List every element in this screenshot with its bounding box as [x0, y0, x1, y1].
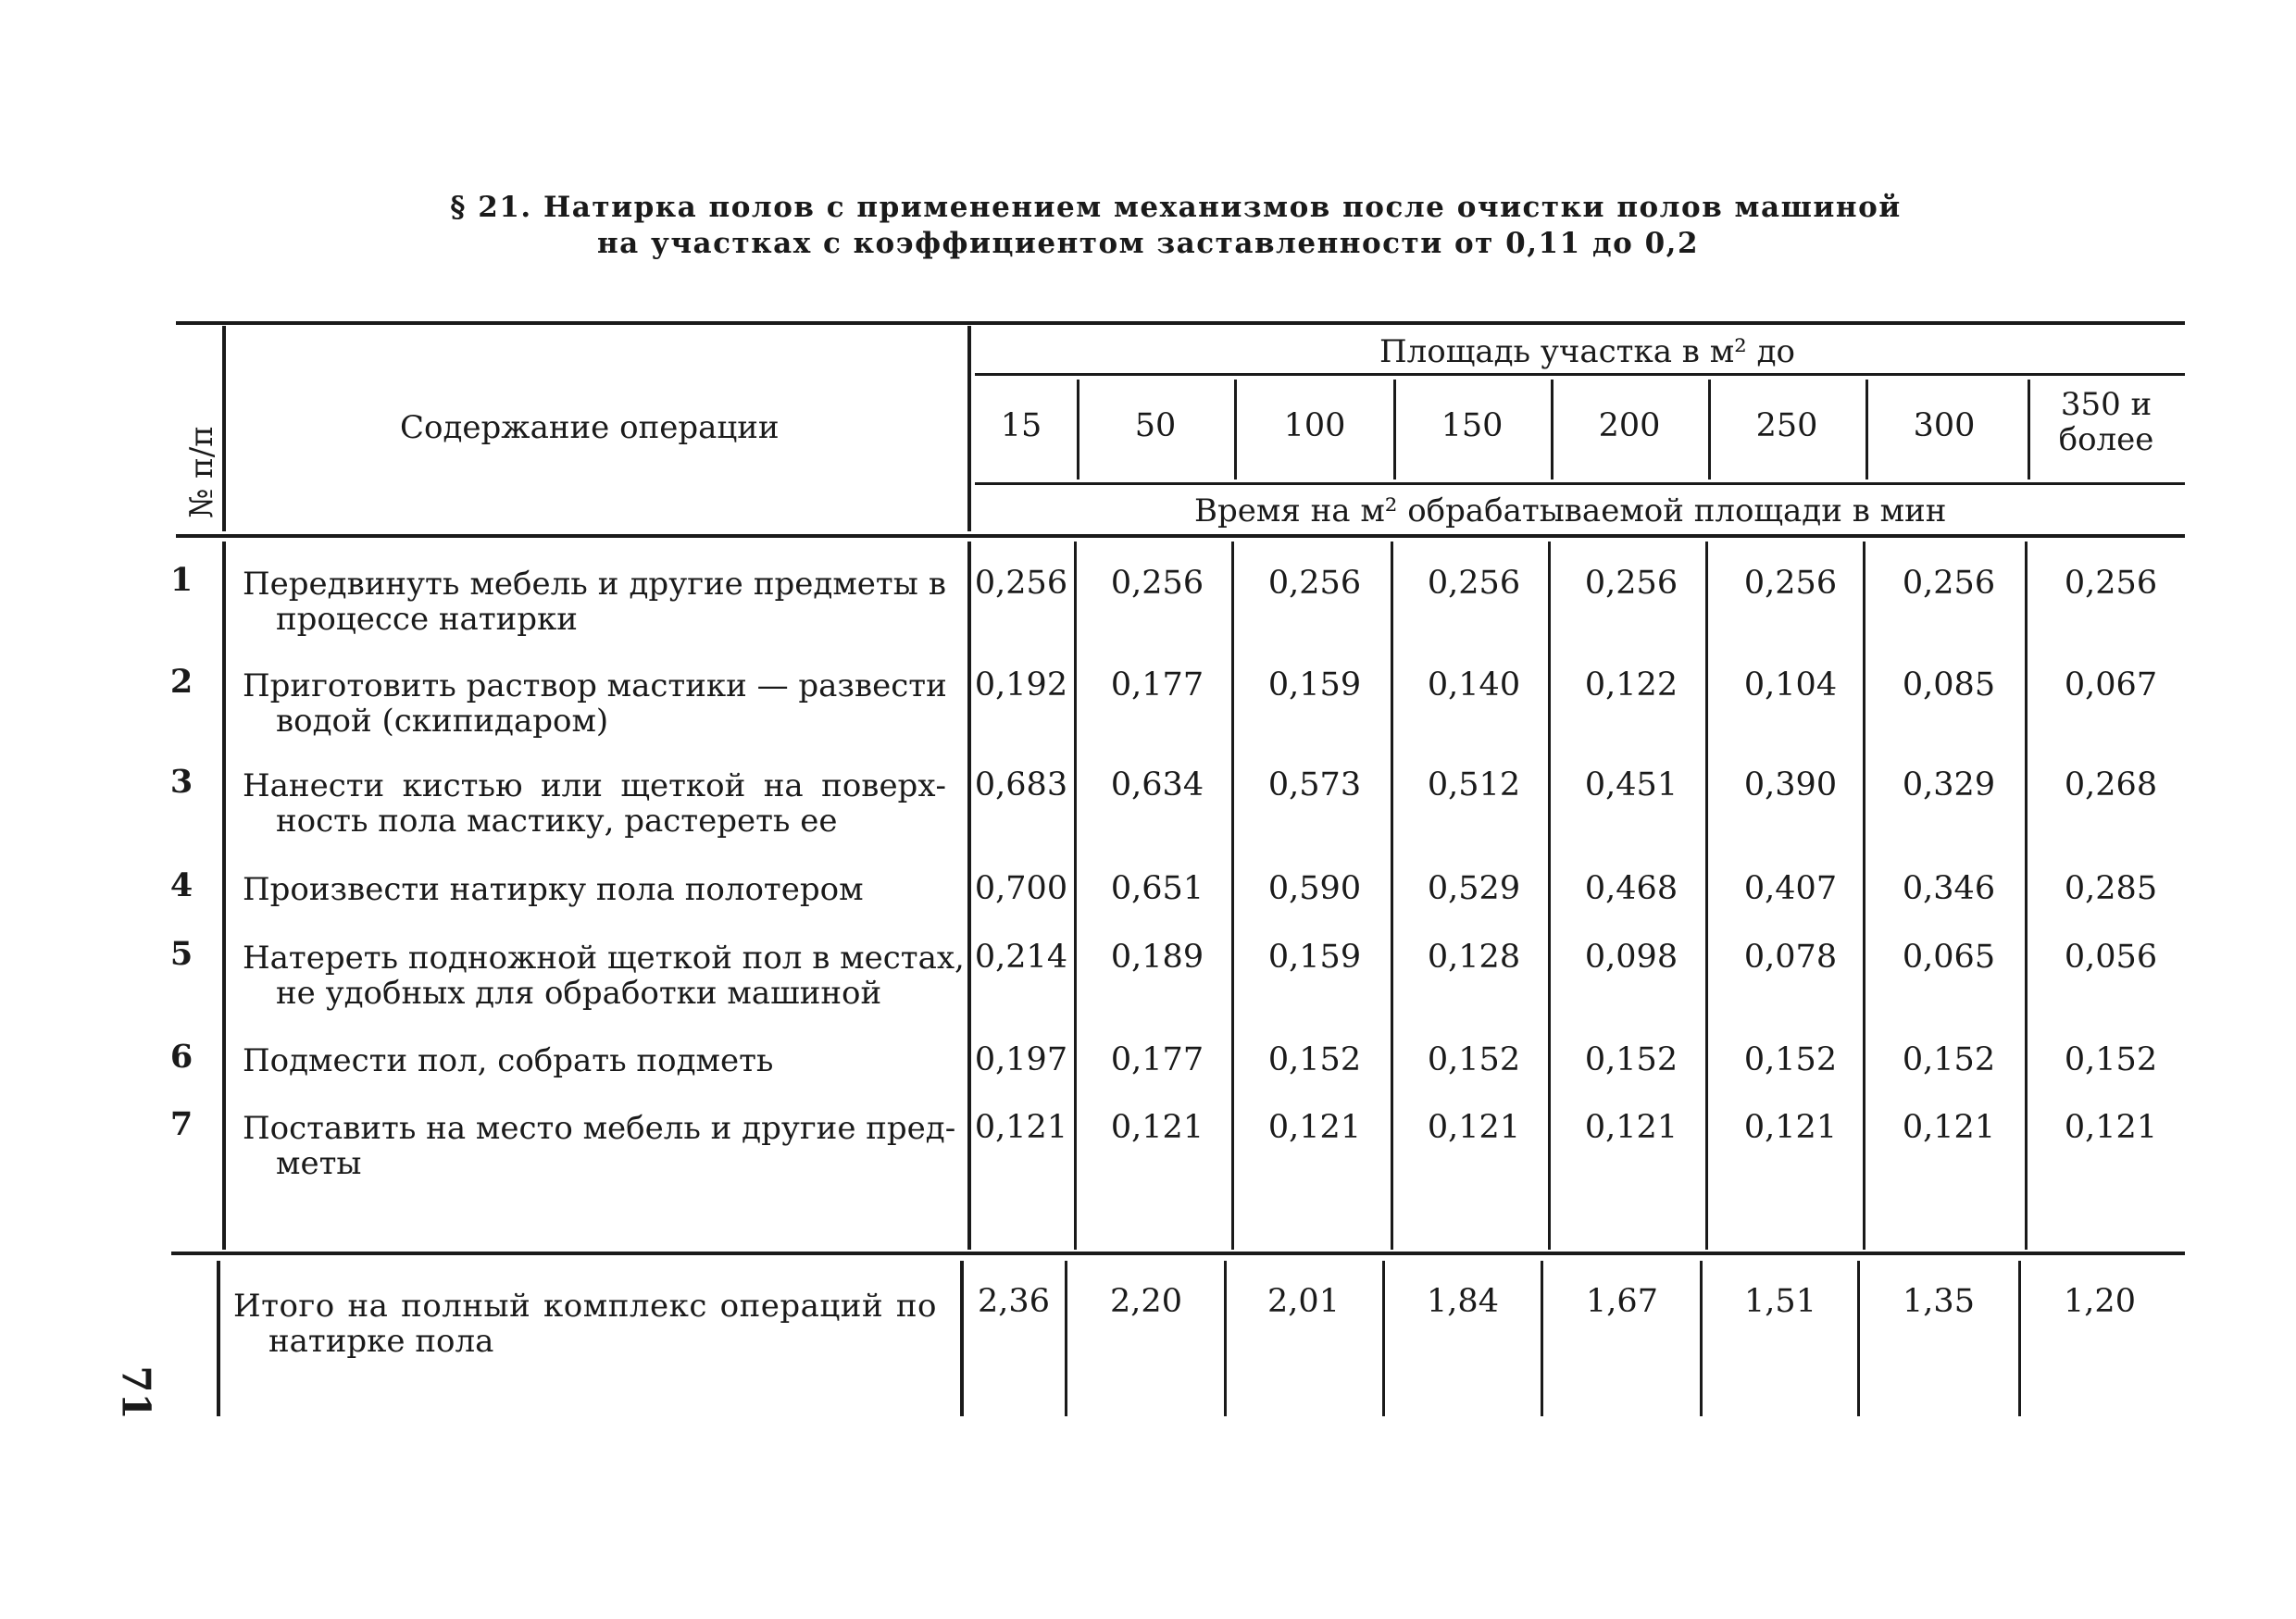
- row-number: 2: [169, 663, 193, 701]
- table-cell: 0,152: [1743, 1041, 1838, 1078]
- table-cell: 0,407: [1743, 870, 1838, 907]
- body-divider-3: [1391, 542, 1393, 1250]
- table-cell: 0,121: [1110, 1109, 1204, 1146]
- area-col-1: 50: [1134, 407, 1177, 444]
- area-col-5: 250: [1755, 407, 1818, 444]
- title-line-2: на участках с коэффициентом заставленности от 0,11 до 0,2: [596, 227, 1700, 260]
- time-unit-header: Время на м² обрабатываемой площади в мин: [1194, 492, 1947, 529]
- table-cell: 0,177: [1110, 666, 1204, 704]
- body-divider-6: [1863, 542, 1866, 1250]
- area-group-header-text: Площадь участка в м² до: [1379, 333, 1796, 370]
- number-column-header: № п/п: [183, 426, 220, 518]
- table-cell: 0,056: [2064, 939, 2158, 976]
- area-col-6: 300: [1913, 407, 1976, 444]
- total-divider-6: [1857, 1261, 1860, 1416]
- table-cell: 0,121: [1267, 1109, 1362, 1146]
- operation-text-line-1: Нанести кистью или щеткой на поверх-: [243, 767, 946, 804]
- area-group-rule: [975, 373, 2185, 376]
- table-cell: 0,683: [974, 766, 1068, 803]
- total-cell: 1,84: [1427, 1283, 1499, 1320]
- table-cell: 0,121: [1743, 1109, 1838, 1146]
- operation-text-line-1: Приготовить раствор мастики — развести: [243, 667, 947, 704]
- operation-text-line-1: Подмести пол, собрать подметь: [243, 1042, 774, 1079]
- total-divider-2: [1224, 1261, 1227, 1416]
- table-cell: 0,192: [974, 666, 1068, 704]
- table-cell: 0,152: [1427, 1041, 1521, 1078]
- table-cell: 0,256: [1267, 565, 1362, 602]
- table-cell: 0,121: [1427, 1109, 1521, 1146]
- table-cell: 0,256: [1584, 565, 1678, 602]
- table-cell: 0,122: [1584, 666, 1678, 704]
- table-cell: 0,085: [1902, 666, 1996, 704]
- hdr-divider-5: [1708, 380, 1711, 479]
- table-cell: 0,152: [1902, 1041, 1996, 1078]
- table-cell: 0,390: [1743, 766, 1838, 803]
- hdr-divider-4: [1551, 380, 1554, 479]
- total-divider-3: [1382, 1261, 1385, 1416]
- operation-text-line-2: ность пола мастику, растереть ее: [276, 803, 838, 840]
- body-divider-2: [1231, 542, 1234, 1250]
- table-cell: 0,152: [1267, 1041, 1362, 1078]
- table-cell: 0,700: [974, 870, 1068, 907]
- table-cell: 0,098: [1584, 939, 1678, 976]
- table-cell: 0,067: [2064, 666, 2158, 704]
- body-divider-4: [1548, 542, 1551, 1250]
- total-text-line-1: Итого на полный комплекс операций по: [233, 1288, 937, 1325]
- time-unit-rule: [975, 482, 2185, 485]
- table-cell: 0,268: [2064, 766, 2158, 803]
- section-title: [0, 190, 2296, 262]
- hdr-divider-6: [1866, 380, 1868, 479]
- table-cell: 0,529: [1427, 870, 1521, 907]
- area-group-header: [1379, 333, 1795, 370]
- operation-text-line-1: Передвинуть мебель и другие предметы в: [243, 566, 946, 603]
- operation-text-line-1: Натереть подножной щеткой пол в местах,: [243, 940, 965, 977]
- total-cell: 1,51: [1744, 1283, 1816, 1320]
- row-number: 7: [169, 1105, 193, 1143]
- area-col-3: 150: [1441, 407, 1504, 444]
- row-number: 5: [169, 935, 193, 973]
- table-cell: 0,065: [1902, 939, 1996, 976]
- total-cell: 1,67: [1586, 1283, 1658, 1320]
- table-cell: 0,121: [1584, 1109, 1678, 1146]
- operation-text-line-2: водой (скипидаром): [276, 703, 609, 740]
- table-cell: 0,121: [1902, 1109, 1996, 1146]
- area-col-7: 350 и более: [2058, 386, 2154, 458]
- operation-text-line-2: процессе натирки: [276, 601, 578, 638]
- table-cell: 0,159: [1267, 939, 1362, 976]
- operation-text-line-2: не удобных для обработки машиной: [276, 975, 882, 1012]
- total-cell: 2,01: [1267, 1283, 1340, 1320]
- total-divider-4: [1541, 1261, 1543, 1416]
- table-cell: 0,256: [974, 565, 1068, 602]
- table-cell: 0,329: [1902, 766, 1996, 803]
- area-col-2: 100: [1283, 407, 1346, 444]
- table-cell: 0,256: [1427, 565, 1521, 602]
- body-divider-7: [2025, 542, 2028, 1250]
- hdr-divider-3: [1393, 380, 1396, 479]
- table-cell: 0,256: [1110, 565, 1204, 602]
- area-col-4: 200: [1598, 407, 1661, 444]
- table-cell: 0,177: [1110, 1041, 1204, 1078]
- row-number: 4: [169, 866, 193, 904]
- table-cell: 0,152: [1584, 1041, 1678, 1078]
- table-cell: 0,573: [1267, 766, 1362, 803]
- total-top-rule: [171, 1252, 2185, 1255]
- total-divider-5: [1700, 1261, 1703, 1416]
- table-cell: 0,651: [1110, 870, 1204, 907]
- table-cell: 0,159: [1267, 666, 1362, 704]
- table-cell: 0,590: [1267, 870, 1362, 907]
- col-divider-number-body: [222, 542, 226, 1250]
- hdr-divider-2: [1234, 380, 1237, 479]
- table-cell: 0,256: [2064, 565, 2158, 602]
- operation-text-line-1: Произвести натирку пола полотером: [243, 871, 864, 908]
- body-divider-5: [1705, 542, 1708, 1250]
- table-cell: 0,634: [1110, 766, 1204, 803]
- table-cell: 0,140: [1427, 666, 1521, 704]
- total-divider-7: [2018, 1261, 2021, 1416]
- table-cell: 0,121: [974, 1109, 1068, 1146]
- operation-column-header: Содержание операции: [400, 409, 780, 446]
- total-cell: 1,35: [1903, 1283, 1975, 1320]
- operation-text-line-2: меты: [276, 1145, 362, 1182]
- table-cell: 0,128: [1427, 939, 1521, 976]
- table-cell: 0,152: [2064, 1041, 2158, 1078]
- table-cell: 0,189: [1110, 939, 1204, 976]
- table-cell: 0,285: [2064, 870, 2158, 907]
- table-cell: 0,078: [1743, 939, 1838, 976]
- table-cell: 0,346: [1902, 870, 1996, 907]
- operation-text-line-1: Поставить на место мебель и другие пред-: [243, 1110, 956, 1147]
- table-cell: 0,256: [1902, 565, 1996, 602]
- hdr-divider-7: [2028, 380, 2030, 479]
- total-text-line-2: натирке пола: [268, 1323, 494, 1360]
- table-top-rule: [176, 321, 2185, 325]
- table-cell: 0,104: [1743, 666, 1838, 704]
- row-number: 3: [169, 763, 193, 801]
- row-number: 1: [169, 561, 193, 599]
- table-cell: 0,121: [2064, 1109, 2158, 1146]
- header-bottom-rule: [176, 534, 2185, 538]
- total-cell: 2,20: [1110, 1283, 1182, 1320]
- table-cell: 0,214: [974, 939, 1068, 976]
- total-cell: 1,20: [2064, 1283, 2136, 1320]
- title-line-1: § 21. Натирка полов с применением механизмов после очистки полов машиной: [450, 191, 1902, 224]
- table-cell: 0,512: [1427, 766, 1521, 803]
- total-cell: 2,36: [978, 1283, 1050, 1320]
- table-cell: 0,468: [1584, 870, 1678, 907]
- row-number: 6: [169, 1038, 193, 1076]
- col-divider-number-total: [217, 1261, 220, 1416]
- table-cell: 0,197: [974, 1041, 1068, 1078]
- table-cell: 0,451: [1584, 766, 1678, 803]
- area-col-0: 15: [1000, 407, 1042, 444]
- page-number: 71: [113, 1365, 159, 1420]
- table-cell: 0,256: [1743, 565, 1838, 602]
